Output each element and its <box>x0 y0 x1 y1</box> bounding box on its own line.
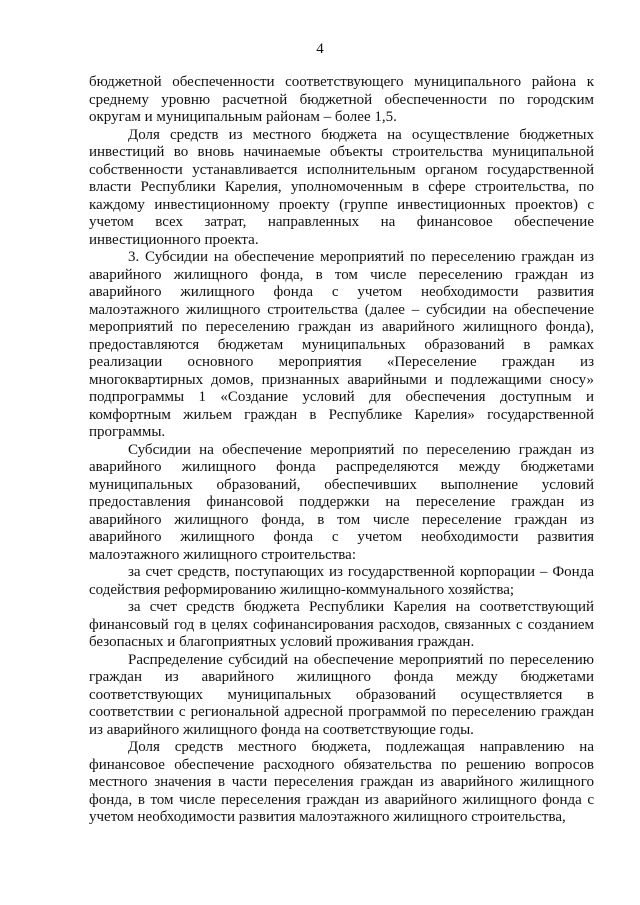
paragraph-continuation: бюджетной обеспеченности соответствующего муниципального района к среднему уровню расчетной бюджетной обеспеченности по городским округам и муниципальным районам – более 1,5. <box>89 74 594 125</box>
paragraph-fund-source: за счет средств, поступающих из государственной корпорации – Фонда содействия реформированию жилищно-коммунального хозяйства; <box>89 564 594 598</box>
document-body <box>89 74 594 827</box>
paragraph-local-budget-share: Доля средств из местного бюджета на осуществление бюджетных инвестиций во вновь начинаемые объекты строительства муниципальной собственности устанавливается исполнительным органом государственной власти Республики Карелия, уполномоченным в сфере строительства, по каждому инвестиционному проекту (группе инвестиционных проектов) с учетом всех затрат, направленных на финансовое обеспечение инвестиционного проекта. <box>89 126 594 248</box>
paragraph-allocation-program: Распределение субсидий на обеспечение мероприятий по переселению граждан из аварийного жилищного фонда между бюджетами соответствующих муниципальных образований осуществляется в соответствии с региональной адресной программой по переселению граждан из аварийного жилищного фонда на соответствующие годы. <box>89 651 594 738</box>
paragraph-republic-budget-source: за счет средств бюджета Республики Карелия на соответствующий финансовый год в целях софинансирования расходов, связанных с созданием безопасных и благоприятных условий проживания граждан. <box>89 599 594 650</box>
page-number: 4 <box>316 41 324 57</box>
paragraph-subsidy-distribution: Субсидии на обеспечение мероприятий по переселению граждан из аварийного жилищного фонда распределяются между бюджетами муниципальных образований, обеспечивших выполнение условий предоставления финансовой поддержки на переселение граждан из аварийного жилищного фонда, в том числе переселение граждан из аварийного жилищного фонда с учетом необходимости развития малоэтажного жилищного строительства: <box>89 441 594 563</box>
paragraph-item-3-subsidies: 3. Субсидии на обеспечение мероприятий по переселению граждан из аварийного жилищного фонда, в том числе переселению граждан из аварийного жилищного фонда с учетом необходимости развития малоэтажного жилищного строительства (далее – субсидии на обеспечение мероприятий по переселению граждан из аварийного жилищного фонда), предоставляются бюджетам муниципальных образований в рамках реализации основного мероприятия «Переселение граждан из многоквартирных домов, признанных аварийными и подлежащими сносу» подпрограммы 1 «Создание условий для обеспечения доступным и комфортным жильем граждан в Республике Карелия» государственной программы. <box>89 249 594 440</box>
paragraph-local-budget-obligation: Доля средств местного бюджета, подлежащая направлению на финансовое обеспечение расходного обязательства по решению вопросов местного значения в части переселения граждан из аварийного жилищного фонда, в том числе переселения граждан из аварийного жилищного фонда с учетом необходимости развития малоэтажного жилищного строительства, <box>89 739 594 825</box>
